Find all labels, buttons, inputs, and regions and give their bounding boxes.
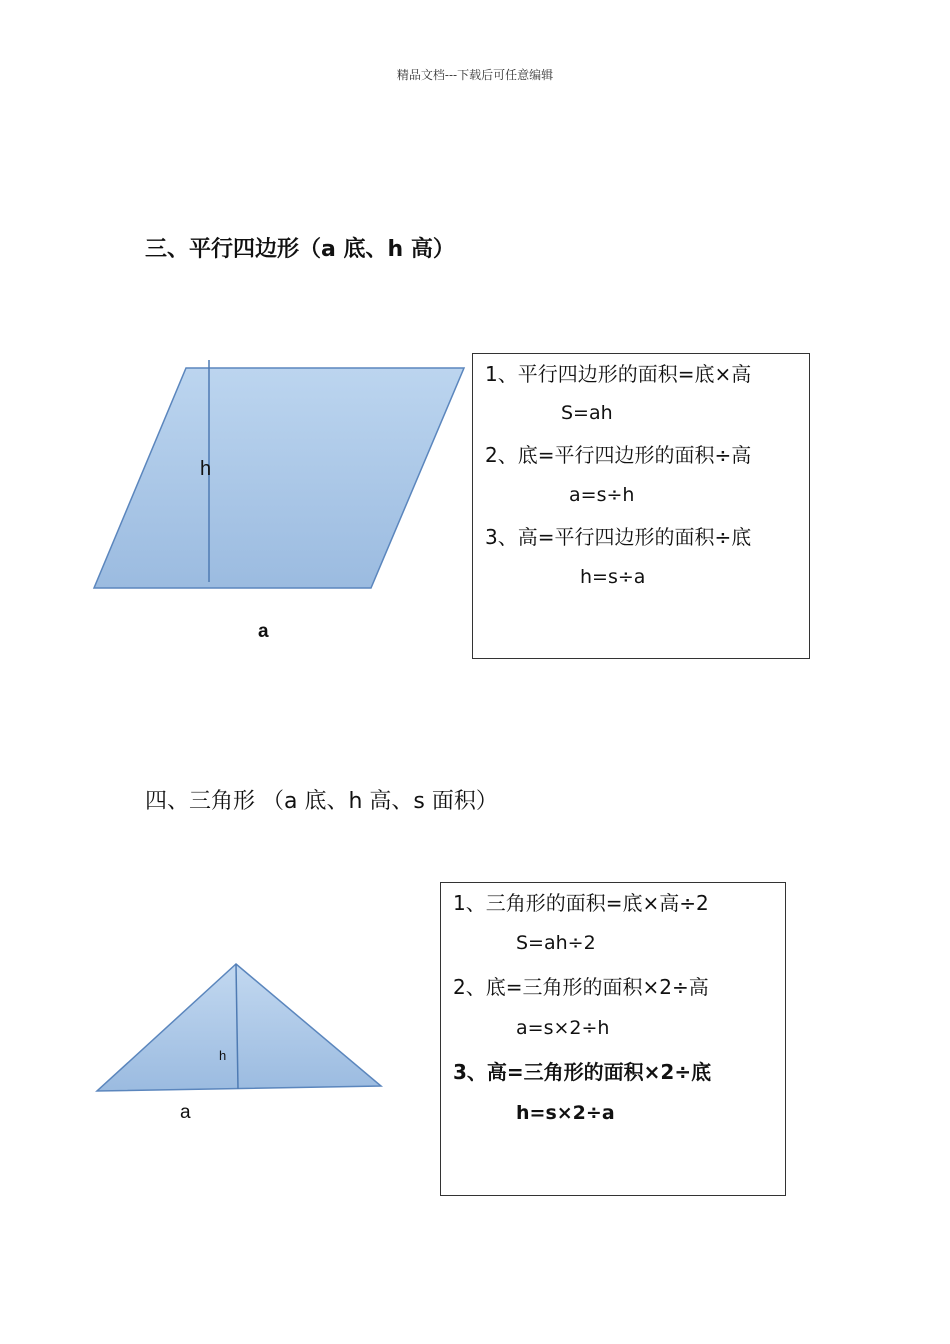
triangle-base-label: a (180, 1102, 191, 1123)
parallelogram-shape (94, 368, 464, 588)
parallelogram-base-label: a (258, 621, 269, 642)
triangle-formula-1: S=ah÷2 (516, 932, 596, 954)
parallelogram-section-title: 三、平行四边形（a 底、h 高） (145, 237, 455, 262)
triangle-rule-2: 2、底=三角形的面积×2÷高 (453, 975, 709, 999)
parallelogram-formula-2: a=s÷h (569, 484, 635, 506)
triangle-height-label: h (219, 1048, 227, 1063)
parallelogram-formula-3: h=s÷a (580, 566, 646, 588)
triangle-formula-3: h=s×2÷a (516, 1102, 615, 1124)
triangle-formula-box (440, 882, 786, 1196)
parallelogram-height-label: h (200, 458, 212, 480)
parallelogram-formula-1: S=ah (561, 402, 613, 424)
triangle-shape (97, 964, 381, 1091)
triangle-section-title: 四、三角形 （a 底、h 高、s 面积） (145, 789, 498, 814)
parallelogram-formula-box (472, 353, 810, 659)
triangle-rule-3: 3、高=三角形的面积×2÷底 (453, 1060, 712, 1084)
triangle-rule-1: 1、三角形的面积=底×高÷2 (453, 891, 709, 915)
parallelogram-rule-1: 1、平行四边形的面积=底×高 (485, 362, 752, 386)
triangle-formula-2: a=s×2÷h (516, 1017, 610, 1039)
parallelogram-rule-2: 2、底=平行四边形的面积÷高 (485, 443, 752, 467)
header-note: 精品文档---下载后可任意编辑 (396, 68, 554, 82)
parallelogram-rule-3: 3、高=平行四边形的面积÷底 (485, 525, 752, 549)
